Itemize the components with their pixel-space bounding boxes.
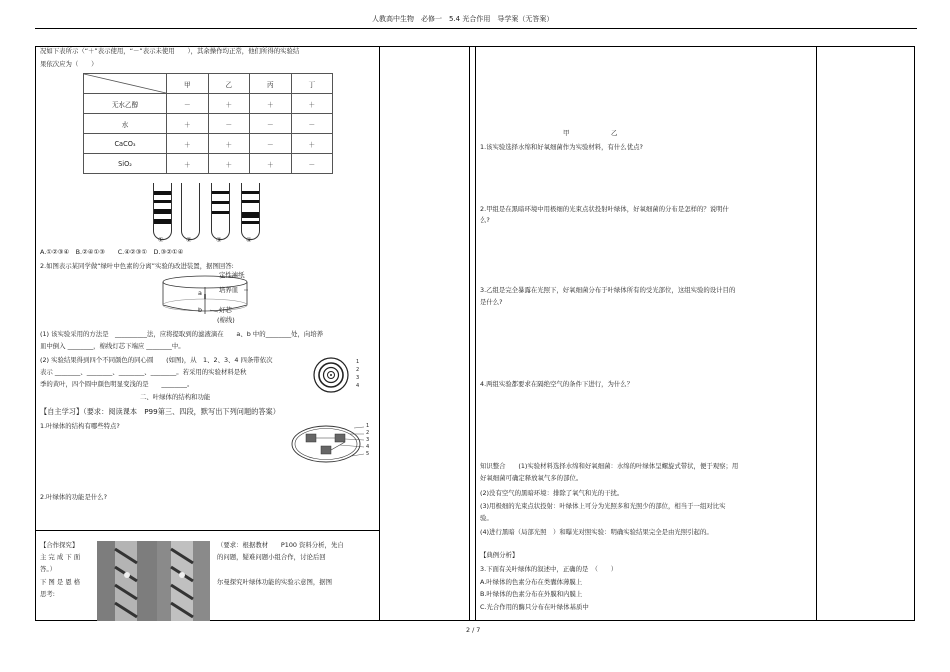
- table-corner: [84, 74, 167, 94]
- chloroplast-question-2: 2.叶绿体的功能是什么?: [40, 493, 108, 501]
- intro-line-1: 况如下表所示（“＋”表示使用，“－”表示未使用 ），其余操作均正常，他们所得的实验结: [40, 47, 300, 55]
- photo-label-yi: 乙: [611, 129, 618, 137]
- answer-options-1: A.①②③④ B.②④①③ C.④②③① D.③②①④: [40, 248, 184, 256]
- q2-part1-a: (1) 该实验采用的方法是 __________法，应将提取到的滤液滴在 a、b 中的________处，向培养: [40, 330, 324, 338]
- q2-part2-a: (2) 实验结果得到四个不同颜色的同心圆 (如图)，从 1、2、3、4 四条带依次: [40, 356, 273, 364]
- table-cell: ＋: [167, 134, 209, 154]
- table-header: 丙: [250, 74, 292, 94]
- chloroplast-label: 5: [366, 451, 370, 457]
- row-label: 水: [84, 114, 167, 134]
- coop-left-text: 思考:: [40, 590, 55, 598]
- table-cell: ＋: [291, 134, 333, 154]
- dish-label-petri: 培养皿: [219, 286, 239, 294]
- col-divider-4: [816, 46, 817, 620]
- photo-label-jia: 甲: [563, 129, 570, 137]
- table-cell: ＋: [250, 94, 292, 114]
- chloroplast-label: 3: [366, 437, 370, 443]
- table-cell: －: [250, 114, 292, 134]
- chloroplast-question-1: 1.叶绿体的结构有哪些特点?: [40, 422, 120, 430]
- right-question-4: 4.两组实验都要求在隔绝空气的条件下进行，为什么？: [480, 380, 634, 388]
- coop-right-text: 尔曼探究叶绿体功能的实验示意图，据图: [217, 578, 333, 586]
- option-c: C.光合作用的酶只分布在叶绿体基质中: [480, 603, 589, 611]
- table-cell: ＋: [291, 94, 333, 114]
- ring-label: 2: [356, 367, 360, 373]
- table-cell: ＋: [208, 134, 250, 154]
- right-question-2b: 么?: [480, 216, 490, 224]
- pigment-band: [154, 191, 171, 195]
- pigment-band: [212, 211, 229, 214]
- chloroplast-label: 2: [366, 430, 370, 436]
- col-divider-3: [475, 46, 476, 620]
- pigment-band: [242, 191, 259, 194]
- pigment-band: [242, 221, 259, 224]
- knowledge-summary: (2)没有空气的黑暗环境：排除了氧气和光的干扰。: [480, 489, 624, 497]
- table-cell: ＋: [208, 94, 250, 114]
- chloroplast-diagram: [290, 423, 370, 465]
- pigment-band: [212, 191, 229, 194]
- typical-heading: 【典例分析】: [480, 551, 519, 559]
- ring-label: 4: [356, 383, 360, 389]
- section-heading: 二、叶绿体的结构和功能: [140, 393, 211, 401]
- dish-point-b: b: [198, 306, 203, 314]
- right-question-3b: 是什么?: [480, 298, 503, 306]
- table-row: [84, 154, 333, 174]
- option-b: B.叶绿体的色素分布在外膜和内膜上: [480, 590, 583, 598]
- knowledge-summary: (4)进行黑暗（局部光照 ）和曝光对照实验：明确实验结果完全是由光照引起的。: [480, 528, 713, 536]
- right-question-1: 1.该实验选择水绵和好氧细菌作为实验材料，有什么优点?: [480, 143, 643, 151]
- table-cell: ＋: [167, 154, 209, 174]
- table-cell: －: [250, 134, 292, 154]
- chloroplast-label: 1: [366, 423, 370, 429]
- spiral-chloroplast-icon: [157, 541, 210, 621]
- row-label: SiO₂: [84, 154, 167, 174]
- coop-right-text: （要求：根据教材 P100 资料分析，先自: [217, 541, 344, 549]
- table-header: 乙: [208, 74, 250, 94]
- table-cell: －: [291, 114, 333, 134]
- tube-label: ①: [158, 236, 164, 244]
- header-rule: [35, 28, 917, 29]
- row-label: CaCO₃: [84, 134, 167, 154]
- tube-label: ③: [216, 236, 222, 244]
- table-cell: －: [208, 114, 250, 134]
- coop-left-text: 主 完 成 下 面: [40, 553, 81, 561]
- table-cell: ＋: [250, 154, 292, 174]
- knowledge-summary: 好氧细菌可确定释放氧气多的部位。: [480, 474, 583, 482]
- table-cell: －: [291, 154, 333, 174]
- page-header: 人教高中生物 必修一 5.4 光合作用 导学案（无答案）: [372, 15, 554, 23]
- chromatography-tube-3: [211, 183, 230, 240]
- row-label: 无水乙醇: [84, 94, 167, 114]
- table-row: [84, 94, 333, 114]
- coop-right-text: 的问题，疑难问题小组合作，讨论后回: [217, 553, 326, 561]
- example-question: 3.下面有关叶绿体的叙述中，正确的是 （ ）: [480, 565, 618, 573]
- right-question-2a: 2.甲组是在黑暗环境中用极细的光束点状投射叶绿体，好氧细菌的分布是怎样的？说明什: [480, 205, 729, 213]
- intro-line-2: 果依次应为（ ）: [40, 60, 98, 68]
- table-header: 丁: [291, 74, 333, 94]
- concentric-rings-diagram: [312, 355, 352, 395]
- reagent-table: [83, 73, 333, 174]
- dish-label-filter-paper: 定性滤纸: [219, 271, 245, 279]
- col-divider-1: [379, 46, 380, 620]
- coop-rule: [35, 530, 380, 531]
- corner-diagonal: [84, 74, 166, 93]
- table-cell: －: [167, 94, 209, 114]
- table-cell: ＋: [167, 114, 209, 134]
- q2-part2-b: 表示 ________、________、________、________。若采用的实验材料是秋: [40, 368, 247, 376]
- pigment-band: [242, 212, 259, 218]
- tube-label: ④: [246, 236, 252, 244]
- coop-left-text: 答。）: [40, 565, 56, 573]
- chloroplast-label: 4: [366, 444, 370, 450]
- dish-label-cotton: (棉线): [217, 316, 235, 324]
- table-row: [84, 114, 333, 134]
- spiral-chloroplast-icon: [97, 541, 157, 621]
- knowledge-summary: 验。: [480, 514, 493, 522]
- q2-part2-c: 季的黄叶，四个圆中颜色明显变浅的是 ________。: [40, 380, 194, 388]
- chromatography-tube-1: [153, 183, 172, 240]
- table-row: [84, 134, 333, 154]
- engelmann-photo-jia: [97, 541, 157, 621]
- knowledge-summary: (3)用极细的光束点状投射：叶绿体上可分为光照多和光照少的部位，相当于一组对比实: [480, 502, 726, 510]
- dish-label-wick: 灯芯: [219, 306, 232, 314]
- pigment-band: [212, 201, 229, 204]
- chromatography-tube-4: [241, 183, 260, 240]
- ring-label: 1: [356, 359, 360, 365]
- tube-label: ②: [186, 236, 192, 244]
- coop-left-text: 下 图 是 恩 格: [40, 578, 81, 586]
- ring-label: 3: [356, 375, 360, 381]
- page-number: 2 / 7: [466, 626, 481, 634]
- right-question-3a: 3.乙组是完全暴露在光照下，好氧细菌分布于叶绿体所有的受光部位，这组实验的设计目的: [480, 286, 736, 294]
- frame-right: [914, 46, 915, 620]
- question-2: 2.如图表示某同学做“绿叶中色素的分离”实验的改进装置，据图回答:: [40, 262, 234, 270]
- self-study-heading: 【自主学习】（要求：阅读课本 P99第三、四段，默写出下列问题的答案）: [40, 407, 280, 416]
- q2-part1-b: 皿中倒入 ________，棉线灯芯下端应 ________中。: [40, 342, 185, 350]
- engelmann-photo-yi: [157, 541, 210, 621]
- dish-point-a: a: [198, 289, 202, 297]
- table-header: 甲: [167, 74, 209, 94]
- option-a: A.叶绿体的色素分布在类囊体薄膜上: [480, 578, 583, 586]
- frame-left: [35, 46, 36, 620]
- chromatography-tube-2: [181, 183, 200, 240]
- pigment-band: [154, 219, 171, 224]
- pigment-band: [242, 200, 259, 203]
- table-cell: ＋: [208, 154, 250, 174]
- pigment-band: [154, 209, 171, 214]
- col-divider-2: [469, 46, 470, 620]
- knowledge-summary: 知识整合 (1)实验材料选择水绵和好氧细菌：水绵的叶绿体呈螺旋式带状，便于观察；用: [480, 462, 739, 470]
- pigment-band: [154, 200, 171, 203]
- coop-heading: 【合作探究】: [40, 541, 79, 549]
